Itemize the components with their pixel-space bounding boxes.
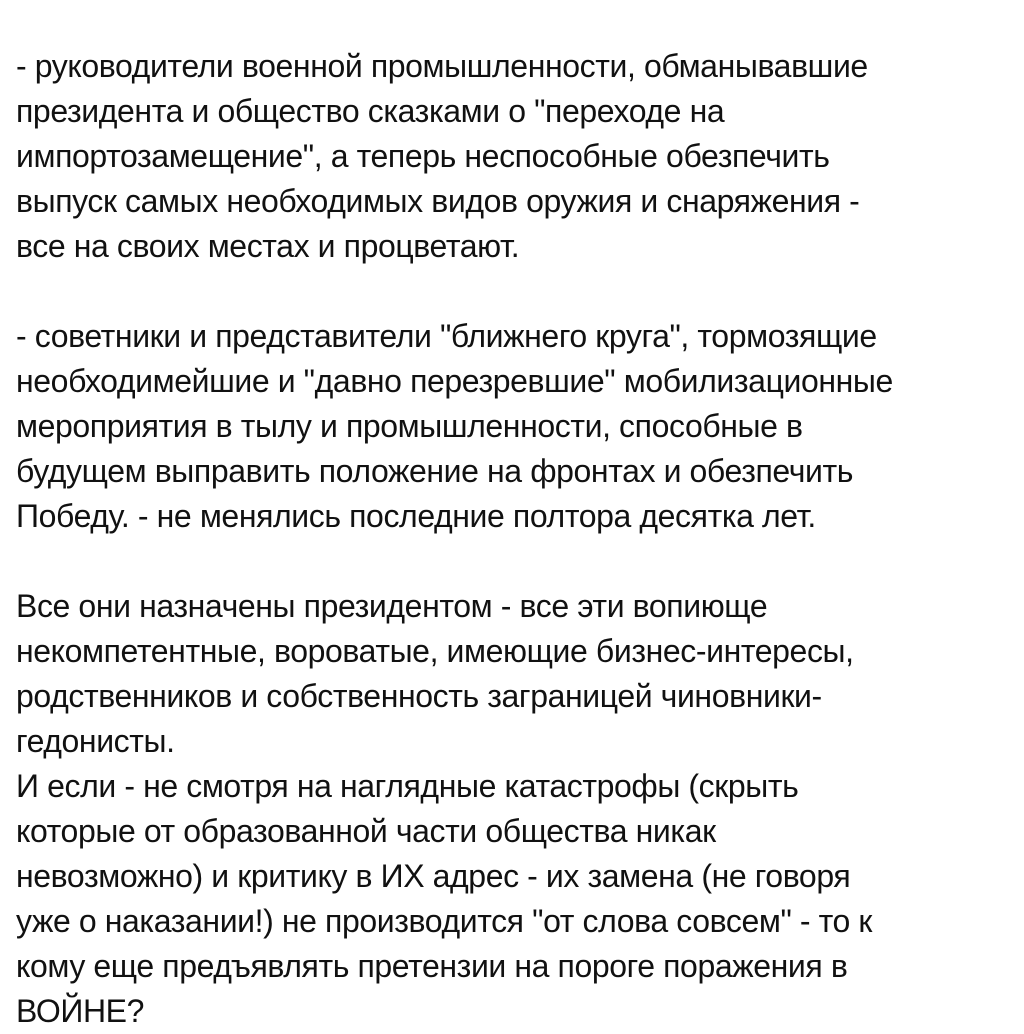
- text-line: - советники и представители "ближнего круга", тормозящие: [16, 318, 877, 354]
- text-line: кому еще предъявлять претензии на пороге поражения в: [16, 948, 848, 984]
- paragraph-conclusion: [16, 584, 1008, 1034]
- document-body: [16, 44, 1008, 1034]
- text-line: будущем выправить положение на фронтах и обезпечить: [16, 453, 854, 489]
- text-line: уже о наказании!) не производится "от слова совсем" - то к: [16, 903, 873, 939]
- text-line: невозможно) и критику в ИХ адрес - их замена (не говоря: [16, 858, 851, 894]
- paragraph-military-industry: [16, 44, 1008, 269]
- paragraph-advisors: [16, 314, 1008, 539]
- text-line: необходимейшие и "давно перезревшие" мобилизационные: [16, 363, 893, 399]
- text-line: ВОЙНЕ?: [16, 993, 145, 1029]
- text-line: Все они назначены президентом - все эти вопиюще: [16, 588, 768, 624]
- text-line: импортозамещение", а теперь неспособные обезпечить: [16, 138, 830, 174]
- paragraph-spacer: [16, 269, 1008, 314]
- text-line: президента и общество сказками о "переходе на: [16, 93, 725, 129]
- text-line: все на своих местах и процветают.: [16, 228, 520, 264]
- text-line: Победу. - не менялись последние полтора десятка лет.: [16, 498, 816, 534]
- text-line: И если - не смотря на наглядные катастрофы (скрыть: [16, 768, 799, 804]
- text-line: которые от образованной части общества никак: [16, 813, 716, 849]
- text-line: родственников и собственность заграницей чиновники-: [16, 678, 822, 714]
- paragraph-spacer: [16, 539, 1008, 584]
- text-line: - руководители военной промышленности, обманывавшие: [16, 48, 868, 84]
- text-line: мероприятия в тылу и промышленности, способные в: [16, 408, 803, 444]
- text-line: выпуск самых необходимых видов оружия и снаряжения -: [16, 183, 860, 219]
- text-line: некомпетентные, вороватые, имеющие бизнес-интересы,: [16, 633, 854, 669]
- text-line: гедонисты.: [16, 723, 175, 759]
